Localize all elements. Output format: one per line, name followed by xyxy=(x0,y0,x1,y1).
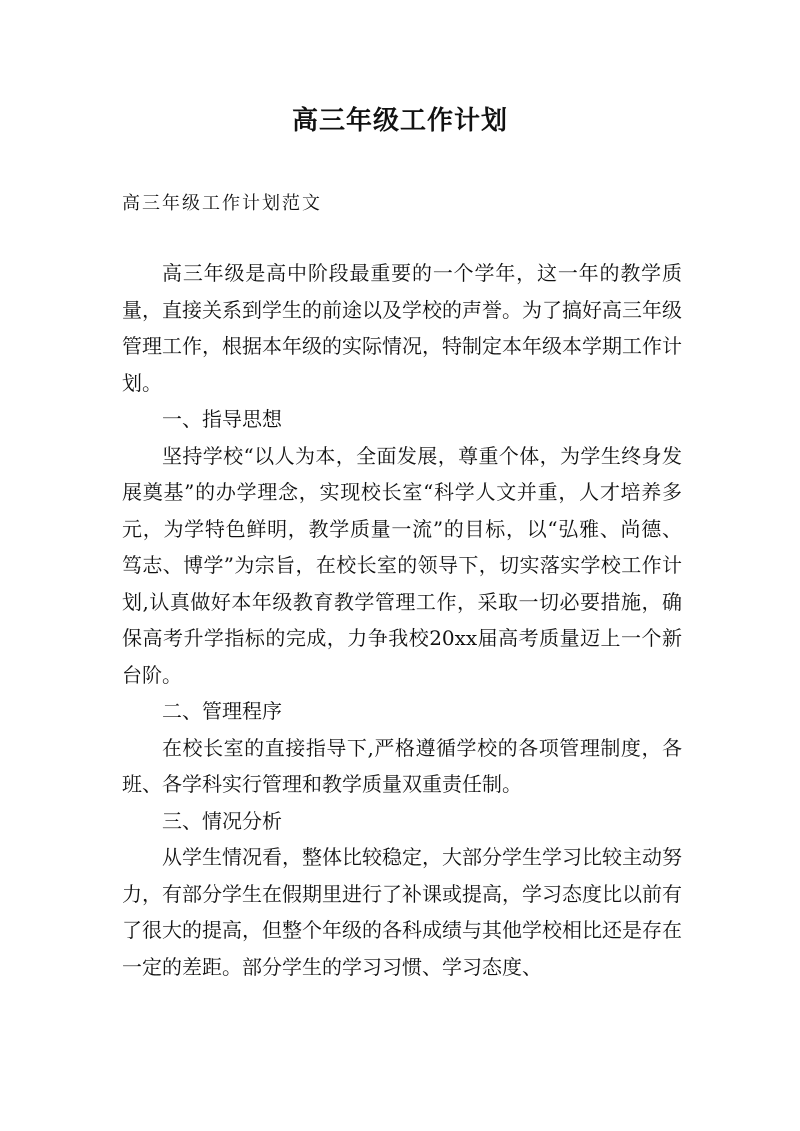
section-heading-management-procedure: 二、管理程序 xyxy=(162,699,282,723)
document-title: 高三年级工作计划 xyxy=(291,106,508,136)
management-procedure-paragraph: 在校长室的直接指导下,严格遵循学校的各项管理制度，各班、各学科实行管理和教学质量双重责任制。 xyxy=(122,735,682,796)
section-heading-guiding-thought: 一、指导思想 xyxy=(162,407,282,431)
intro-paragraph: 高三年级是高中阶段最重要的一个学年，这一年的教学质量，直接关系到学生的前途以及学校的声誉。为了搞好高三年级管理工作，根据本年级的实际情况，特制定本年级本学期工作计划。 xyxy=(122,261,682,395)
document-body xyxy=(122,255,682,985)
document-subtitle: 高三年级工作计划范文 xyxy=(122,193,322,214)
guiding-thought-paragraph: 坚持学校“以人为本，全面发展，尊重个体，为学生终身发展奠基”的办学理念，实现校长室“科学人文并重，人才培养多元，为学特色鲜明，教学质量一流”的目标，以“弘雅、尚德、笃志、博学”为宗旨，在校长室的领导下，切实落实学校工作计划,认真做好本年级教育教学管理工作，采取一切必要措施，确保高考升学指标的完成，力争我校20xx届高考质量迈上一个新台阶。 xyxy=(122,443,682,687)
section-heading-situation-analysis: 三、情况分析 xyxy=(162,808,282,833)
situation-analysis-paragraph: 从学生情况看，整体比较稳定，大部分学生学习比较主动努力，有部分学生在假期里进行了补课或提高，学习态度比以前有了很大的提高，但整个年级的各科成绩与其他学校相比还是存在一定的差距。部分学生的学习习惯、学习态度、 xyxy=(122,845,682,979)
